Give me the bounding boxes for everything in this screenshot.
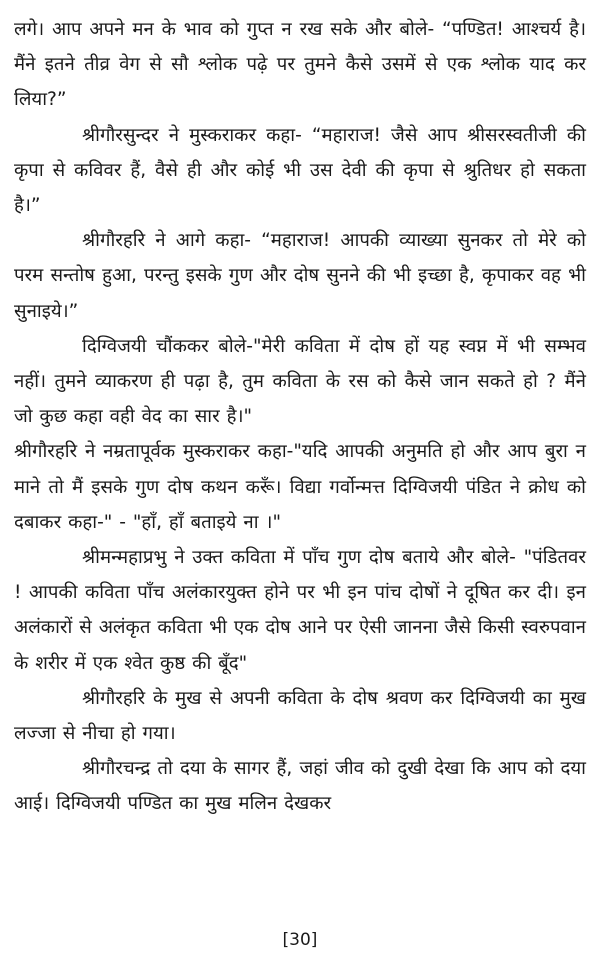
paragraph-6: श्रीमन्महाप्रभु ने उक्त कविता में पाँच गुण दोष बताये और बोले- "पंडितवर ! आपकी कविता पाँच अलंकारयुक्त होने पर भी इन पांच दोषों ने दूषित कर दी। इन अलंकारों से अलंकृत कविता भी एक दोष आने पर ऐसी जानना जैसे किसी स्वरुपवान के शरीर में एक श्वेत कुष्ठ की बूँद" xyxy=(14,547,586,674)
paragraph-8: श्रीगौरचन्द्र तो दया के सागर हैं, जहां जीव को दुखी देखा कि आप को दया आई। दिग्विजयी पण्डित का मुख मलिन देखकर xyxy=(14,758,586,815)
paragraph-4: दिग्विजयी चौंककर बोले-"मेरी कविता में दोष हों यह स्वप्न में भी सम्भव नहीं। तुमने व्याकरण ही पढ़ा है, तुम कविता के रस को कैसे जान सकते हो ? मैंने जो कुछ कहा वही वेद का सार है।" xyxy=(14,335,586,428)
paragraph-2: श्रीगौरसुन्दर ने मुस्कराकर कहा- “महाराज! जैसे आप श्रीसरस्वतीजी की कृपा से कविवर हैं, वैसे ही और कोई भी उस देवी की कृपा से श्रुतिधर हो सकता है।” xyxy=(14,124,586,217)
paragraph-3: श्रीगौरहरि ने आगे कहा- “महाराज! आपकी व्याख्या सुनकर तो मेरे को परम सन्तोष हुआ, परन्तु इसके गुण और दोष सुनने की भी इच्छा है, कृपाकर वह भी सुनाइये।” xyxy=(14,230,586,322)
paragraph-7: श्रीगौरहरि के मुख से अपनी कविता के दोष श्रवण कर दिग्विजयी का मुख लज्जा से नीचा हो गया। xyxy=(14,687,586,745)
page-number: [30] xyxy=(282,930,318,950)
page-body xyxy=(14,12,586,822)
paragraph-1: लगे। आप अपने मन के भाव को गुप्त न रख सके और बोले- “पण्डित! आश्चर्य है। मैंने इतने तीव्र वेग से सौ श्लोक पढ़े पर तुमने कैसे उसमें से एक श्लोक याद कर लिया?” xyxy=(14,19,586,111)
paragraph-5: श्रीगौरहरि ने नम्रतापूर्वक मुस्कराकर कहा-"यदि आपकी अनुमति हो और आप बुरा न माने तो मैं इसके गुण दोष कथन करूँ। विद्या गर्वोन्मत्त दिग्विजयी पंडित ने क्रोध को दबाकर कहा-" - "हाँ, हाँ बताइये ना ।" xyxy=(14,441,586,533)
